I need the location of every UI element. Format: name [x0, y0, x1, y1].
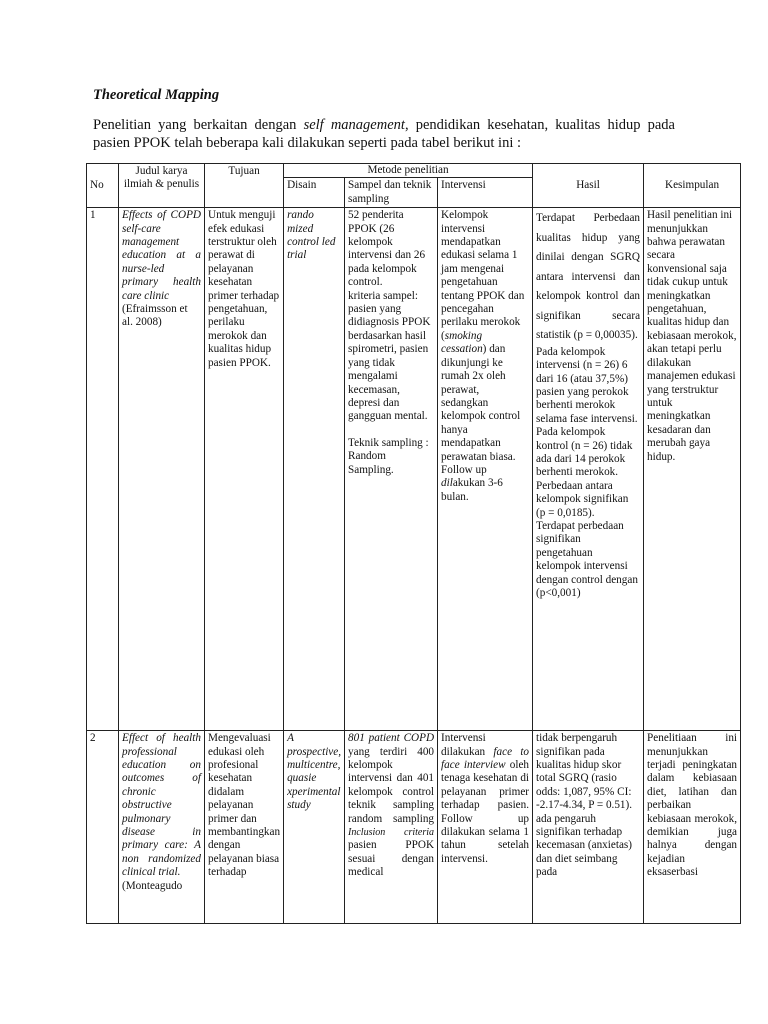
header-judul: Judul karya ilmiah & penulis	[119, 164, 205, 208]
row-number: 1	[87, 208, 119, 731]
header-disain: Disain	[284, 178, 345, 208]
row-hasil: tidak berpengaruh signifikan pada kualitas hidup skor total SGRQ (rasio odds: 1,087, 95% CI: -2.17-4.34, P = 0.51). ada pengaruh signifikan terhadap kecemasan (anxietas) dan diet seimbang pada	[533, 731, 644, 924]
header-hasil: Hasil	[533, 164, 644, 208]
row-intervensi: Intervensi dilakukan face to face interview oleh tenaga kesehatan di pelayanan primer terhadap pasien. Follow up dilakukan selama 1 tahun setelah intervensi.	[438, 731, 533, 924]
row-disain: A prospective, multicentre, quasie xperimental study	[284, 731, 345, 924]
row-number: 2	[87, 731, 119, 924]
section-title: Theoretical Mapping	[93, 87, 220, 103]
row-tujuan: Mengevaluasi edukasi oleh profesional kesehatan didalam pelayanan primer dan membantingkan dengan pelayanan biasa terhadap	[205, 731, 284, 924]
row-hasil: Terdapat Perbedaan kualitas hidup yang dinilai dengan SGRQ antara intervensi dan kelompok kontrol dan signifikan secara statistik (p = 0,00035). Pada kelompok intervensi (n = 26) 6 dari 16 (atau 37,5%) pasien yang perokok berhenti merokok selama fase intervensi. Pada kelompok kontrol (n = 26) tidak ada dari 14 perokok berhenti merokok. Perbedaan antara kelompok signifikan (p = 0,0185). Terdapat perbedaan signifikan pengetahuan kelompok intervensi dengan control dengan (p<0,001)	[533, 208, 644, 731]
header-sampel: Sampel dan teknik sampling	[345, 178, 438, 208]
row-kesimpulan: Penelitiaan ini menunjukkan terjadi peningkatan dalam kebiasaan diet, latihan dan perbaikan kebiasaan merokok, demikian juga halnya dengan kejadian eksaserbasi	[644, 731, 741, 924]
header-metode: Metode penelitian	[284, 164, 533, 178]
table-row	[87, 731, 741, 924]
table-header-row-1	[87, 164, 741, 178]
row-sampel: 52 penderita PPOK (26 kelompok intervensi dan 26 pada kelompok control. kriteria sampel: pasien yang didiagnosis PPOK berdasarkan hasil spirometri, pasien yang tidak mengalami kecemasan, depresi dan gangguan mental. Teknik sampling : Random Sampling.	[345, 208, 438, 731]
row-disain: rando mized control led trial	[284, 208, 345, 731]
row-intervensi: Kelompok intervensi mendapatkan edukasi selama 1 jam mengenai pengetahuan tentang PPOK dan pencegahan perilaku merokok (smoking cessation) dan dikunjungi ke rumah 2x oleh perawat, sedangkan kelompok control hanya mendapatkan perawatan biasa. Follow up dilakukan 3-6 bulan.	[438, 208, 533, 731]
row-judul: Effect of health professional education on outcomes of chronic obstructive pulmonary disease in primary care: A non randomized clinical trial. (Monteagudo	[119, 731, 205, 924]
intro-paragraph: Penelitian yang berkaitan dengan self management, pendidikan kesehatan, kualitas hidup pada pasien PPOK telah beberapa kali dilakukan seperti pada tabel berikut ini :	[93, 117, 675, 151]
header-intervensi: Intervensi	[438, 178, 533, 208]
header-kesimpulan: Kesimpulan	[644, 164, 741, 208]
header-no: No	[87, 164, 119, 208]
row-kesimpulan: Hasil penelitian ini menunjukkan bahwa perawatan secara konvensional saja tidak cukup untuk meningkatkan pengetahuan, kualitas hidup dan kebiasaan merokok, akan tetapi perlu dilakukan manajemen edukasi yang terstruktur untuk meningkatkan kesadaran dan merubah gaya hidup.	[644, 208, 741, 731]
table-row	[87, 208, 741, 731]
row-tujuan: Untuk menguji efek edukasi terstruktur oleh perawat di pelayanan kesehatan primer terhadap pengetahuan, perilaku merokok dan kualitas hidup pasien PPOK.	[205, 208, 284, 731]
research-table	[86, 163, 741, 924]
row-sampel: 801 patient COPD yang terdiri 400 kelompok intervensi dan 401 kelompok control teknik sampling random sampling Inclusion criteria pasien PPOK sesuai dengan medical	[345, 731, 438, 924]
row-judul: Effects of COPD self-care management education at a nurse-led primary health care clinic (Efraimsson et al. 2008)	[119, 208, 205, 731]
header-tujuan: Tujuan	[205, 164, 284, 208]
